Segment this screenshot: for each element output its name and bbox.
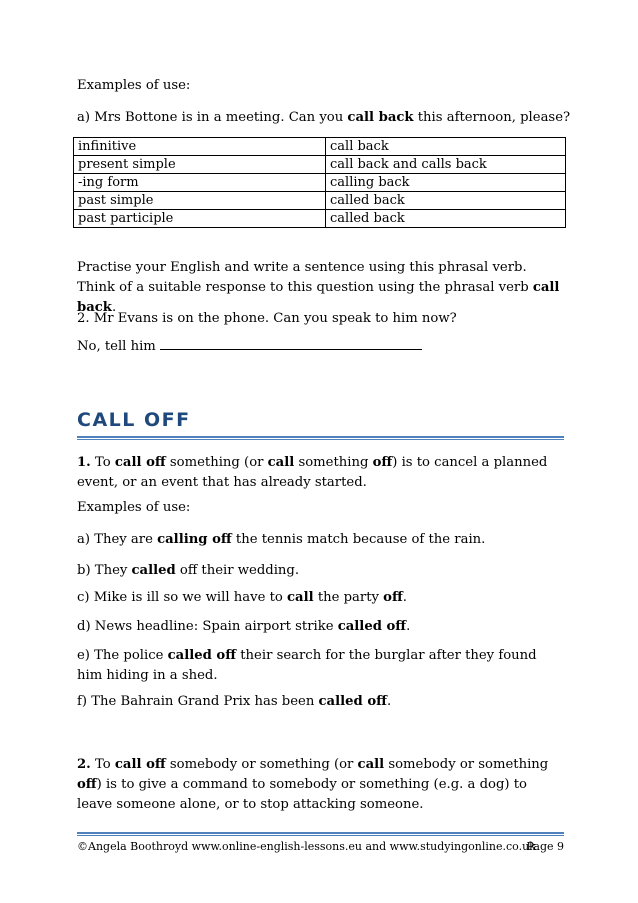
ex-bold: called off — [318, 694, 387, 709]
ex-text: a) They are — [77, 532, 158, 547]
form-value: call back — [326, 138, 566, 156]
def1-text: To — [90, 455, 115, 470]
ex-bold: called off — [337, 619, 407, 634]
ex-bold: called — [131, 563, 176, 578]
footer-rule-thin — [77, 835, 564, 836]
ex-text: . — [402, 590, 407, 605]
def1-bold: call — [267, 455, 295, 470]
def2-bold: call off — [114, 757, 166, 772]
examples-heading-2: Examples of use: — [77, 500, 191, 515]
footer-copyright: ©Angela Boothroyd www.online-english-lessons.eu and www.studyingonline.co.uk — [77, 840, 536, 853]
form-value: call back and calls back — [326, 156, 566, 174]
answer-line — [77, 335, 422, 357]
definition-2 — [77, 755, 564, 815]
example-call-off-c — [77, 588, 564, 608]
definition-1 — [77, 453, 564, 493]
def1-text: something (or — [165, 455, 268, 470]
def1-text: ) is to cancel a planned event, or an event that has already started. — [77, 455, 548, 490]
example-a-text-end: this afternoon, please? — [413, 110, 571, 125]
ex-text: the party — [313, 590, 384, 605]
ex-text: the tennis match because of the rain. — [231, 532, 486, 547]
form-name: infinitive — [74, 138, 326, 156]
example-a-text: a) Mrs Bottone is in a meeting. Can you — [77, 110, 348, 125]
def1-number: 1. — [77, 455, 91, 470]
title-rule-thin — [77, 439, 564, 440]
verb-forms-table — [73, 137, 566, 228]
ex-text: their search for the burglar after they found him hiding in a shed. — [77, 648, 537, 683]
section-title: CALL OFF — [77, 409, 191, 431]
def2-bold: call — [357, 757, 385, 772]
form-value: called back — [326, 192, 566, 210]
example-call-off-b — [77, 561, 564, 581]
examples-heading: Examples of use: — [77, 78, 191, 93]
ex-text: e) The police — [77, 648, 168, 663]
example-call-off-a — [77, 530, 564, 550]
practise-bold: call back — [77, 280, 560, 315]
answer-prompt: No, tell him — [77, 339, 161, 354]
ex-text: b) They — [77, 563, 132, 578]
def2-number: 2. — [77, 757, 91, 772]
ex-bold: off — [383, 590, 403, 605]
table-row — [74, 138, 566, 156]
ex-text: . — [406, 619, 411, 634]
ex-text: f) The Bahrain Grand Prix has been — [77, 694, 319, 709]
table-row — [74, 210, 566, 228]
def1-bold: off — [372, 455, 393, 470]
form-value: called back — [326, 210, 566, 228]
form-name: present simple — [74, 156, 326, 174]
example-call-off-f — [77, 692, 564, 712]
def2-text: To — [90, 757, 115, 772]
question-2: 2. Mr Evans is on the phone. Can you speak to him now? — [77, 311, 457, 326]
example-call-off-d — [77, 617, 564, 637]
def2-bold: off — [77, 777, 97, 792]
example-a-bold: call back — [347, 110, 414, 125]
form-name: past participle — [74, 210, 326, 228]
table-row — [74, 192, 566, 210]
example-a — [77, 108, 570, 128]
def1-text: something — [294, 455, 373, 470]
page-number: Page 9 — [526, 840, 564, 853]
def1-bold: call off — [114, 455, 166, 470]
footer-rule — [77, 832, 564, 834]
form-name: past simple — [74, 192, 326, 210]
practise-text: Practise your English and write a sentence using this phrasal verb. Think of a suitable response to this question using the phrasal verb — [77, 260, 533, 295]
answer-blank[interactable] — [160, 335, 422, 350]
table-row — [74, 156, 566, 174]
def2-text: ) is to give a command to somebody or something (e.g. a dog) to leave someone alone, or to stop attacking someone. — [77, 777, 527, 812]
ex-text: c) Mike is ill so we will have to — [77, 590, 288, 605]
form-value: calling back — [326, 174, 566, 192]
def2-text: somebody or something — [384, 757, 549, 772]
ex-text: off their wedding. — [175, 563, 300, 578]
def2-text: somebody or something (or — [165, 757, 358, 772]
ex-bold: calling off — [157, 532, 232, 547]
form-name: -ing form — [74, 174, 326, 192]
ex-bold: call — [287, 590, 314, 605]
title-rule — [77, 436, 564, 438]
example-call-off-e — [77, 646, 564, 686]
practise-text-end: . — [111, 300, 117, 315]
ex-bold: called off — [167, 648, 237, 663]
ex-text: . — [386, 694, 392, 709]
table-row — [74, 174, 566, 192]
ex-text: d) News headline: Spain airport strike — [77, 619, 338, 634]
